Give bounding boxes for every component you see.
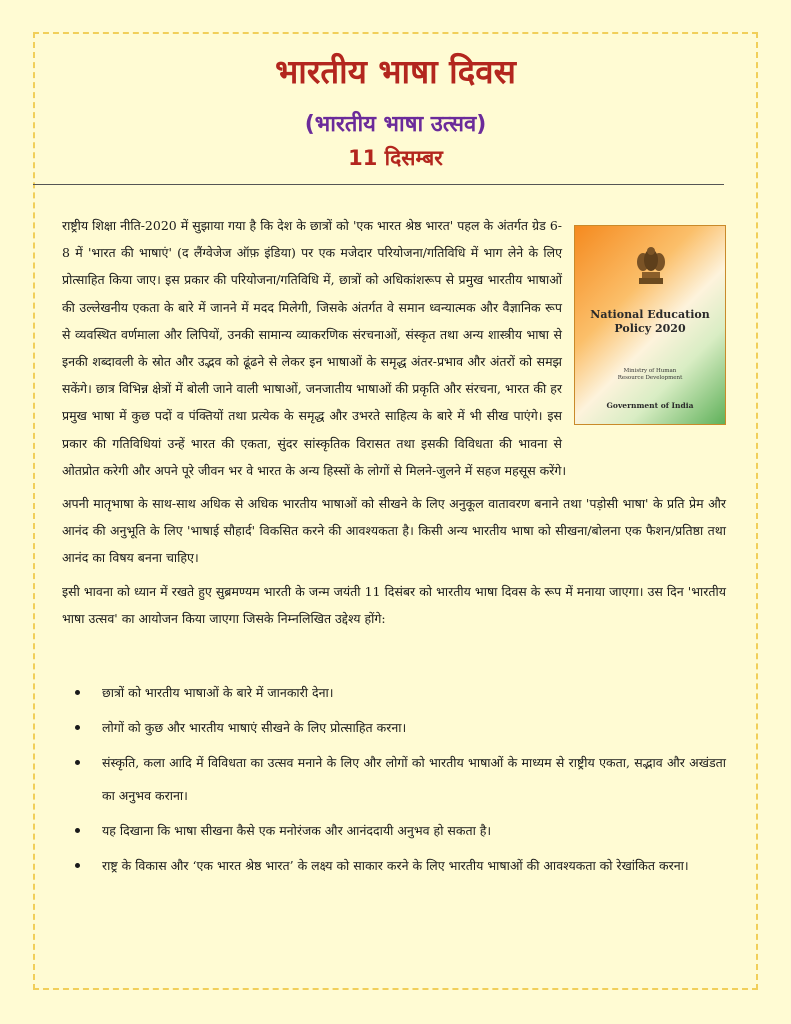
cover-ministry: Ministry of Human Resource Development (617, 368, 683, 381)
bullet-icon (75, 725, 80, 730)
national-emblem-icon (631, 242, 671, 286)
list-item: यह दिखाना कि भाषा सीखना कैसे एक मनोरंजक और आनंददायी अनुभव हो सकता है। (62, 814, 726, 847)
body-text (62, 212, 726, 638)
list-item: छात्रों को भारतीय भाषाओं के बारे में जानकारी देना। (62, 676, 726, 709)
list-item: संस्कृति, कला आदि में विविधता का उत्सव मनाने के लिए और लोगों को भारतीय भाषाओं के माध्यम से राष्ट्रीय एकता, सद्भाव और अखंडता का अनुभव कराना। (62, 746, 726, 812)
bullet-icon (75, 863, 80, 868)
page-title: भारतीय भाषा दिवस (275, 52, 516, 91)
list-item: लोगों को कुछ और भारतीय भाषाएं सीखने के लिए प्रोत्साहित करना। (62, 711, 726, 744)
paragraph-celebration: इसी भावना को ध्यान में रखते हुए सुब्रमण्यम भारती के जन्म जयंती 11 दिसंबर को भारतीय भाषा दिवस के रूप में मनाया जाएगा। उस दिन 'भारतीय भाषा उत्सव' का आयोजन किया जाएगा जिसके निम्नलिखित उद्देश्य होंगे: (62, 583, 726, 626)
nep-cover-image (574, 225, 726, 425)
paragraph-mother-tongue: अपनी मातृभाषा के साथ-साथ अधिक से अधिक भारतीय भाषाओं को सीखने के लिए अनुकूल वातावरण बनाने तथा 'पड़ोसी भाषा' के प्रति प्रेम और आनंद की अनुभूति के लिए 'भाषाई सौहार्द' विकसित करने की आवश्यकता है। किसी अन्य भारतीय भाषा को सीखना/बोलना एक फैशन/प्रतिष्ठा तथा आनंद का विषय बनना चाहिए। (62, 496, 726, 566)
bullet-icon (75, 690, 80, 695)
event-date: 11 दिसम्बर (348, 146, 443, 170)
bullet-icon (75, 828, 80, 833)
cover-title: National Education Policy 2020 (590, 308, 710, 335)
header-divider (33, 184, 724, 185)
bullet-icon (75, 760, 80, 765)
page-subtitle: (भारतीय भाषा उत्सव) (304, 112, 487, 137)
objectives-list (62, 676, 726, 884)
list-item: राष्ट्र के विकास और ‘एक भारत श्रेष्ठ भारत’ के लक्ष्य को साकार करने के लिए भारतीय भाषाओं की आवश्यकता को रेखांकित करना। (62, 849, 726, 882)
paragraph-nep: राष्ट्रीय शिक्षा नीति-2020 में सुझाया गया है कि देश के छात्रों को 'एक भारत श्रेष्ठ भारत' पहल के अंतर्गत ग्रेड 6-8 में 'भारत की भाषाएं' (द लैंग्वेजेज ऑफ़ इंडिया) पर एक मजेदार परियोजना/गतिविधि में भाग लेने के लिए प्रोत्साहित किया जाए। इस प्रकार की परियोजना/गतिविधि में, छात्रों को अधिकांशरूप से प्रमुख भारतीय भाषाओं की उल्लेखनीय एकता के बारे में जानने में मदद मिलेगी, जिसके अंतर्गत वे समान ध्वन्यात्मक और वैज्ञानिक रूप से व्यवस्थित वर्णमाला और लिपियों, उनकी सामान्य व्याकरणिक संरचनाओं, संस्कृत तथा अन्य शास्त्रीय भाषा से इनकी शब्दावली के स्रोत और उद्भव को ढूंढने से लेकर इन भाषाओं के समृद्ध अंतर-प्रभाव और अंतरों को समझ सकेंगे। छात्र विभिन्न क्षेत्रों में बोली जाने वाली भाषाओं, जनजातीय भाषाओं की प्रकृति और संरचना, भारत की हर प्रमुख भाषा में कुछ पदों व पंक्तियों तथा प्रत्येक के समृद्ध और उभरते साहित्य के बारे में भी सीख पाएंगे। इस प्रकार की गतिविधियां उन्हें भारत की एकता, सुंदर सांस्कृतिक विरासत तथा इसकी विविधता की भावना से ओतप्रोत करेगी और अपने पूरे जीवन भर वे भारत के अन्य हिस्सों के लोगों से मिलने-जुलने में सहज महसूस करेंगे। (62, 218, 567, 478)
cover-government: Government of India (606, 401, 694, 410)
